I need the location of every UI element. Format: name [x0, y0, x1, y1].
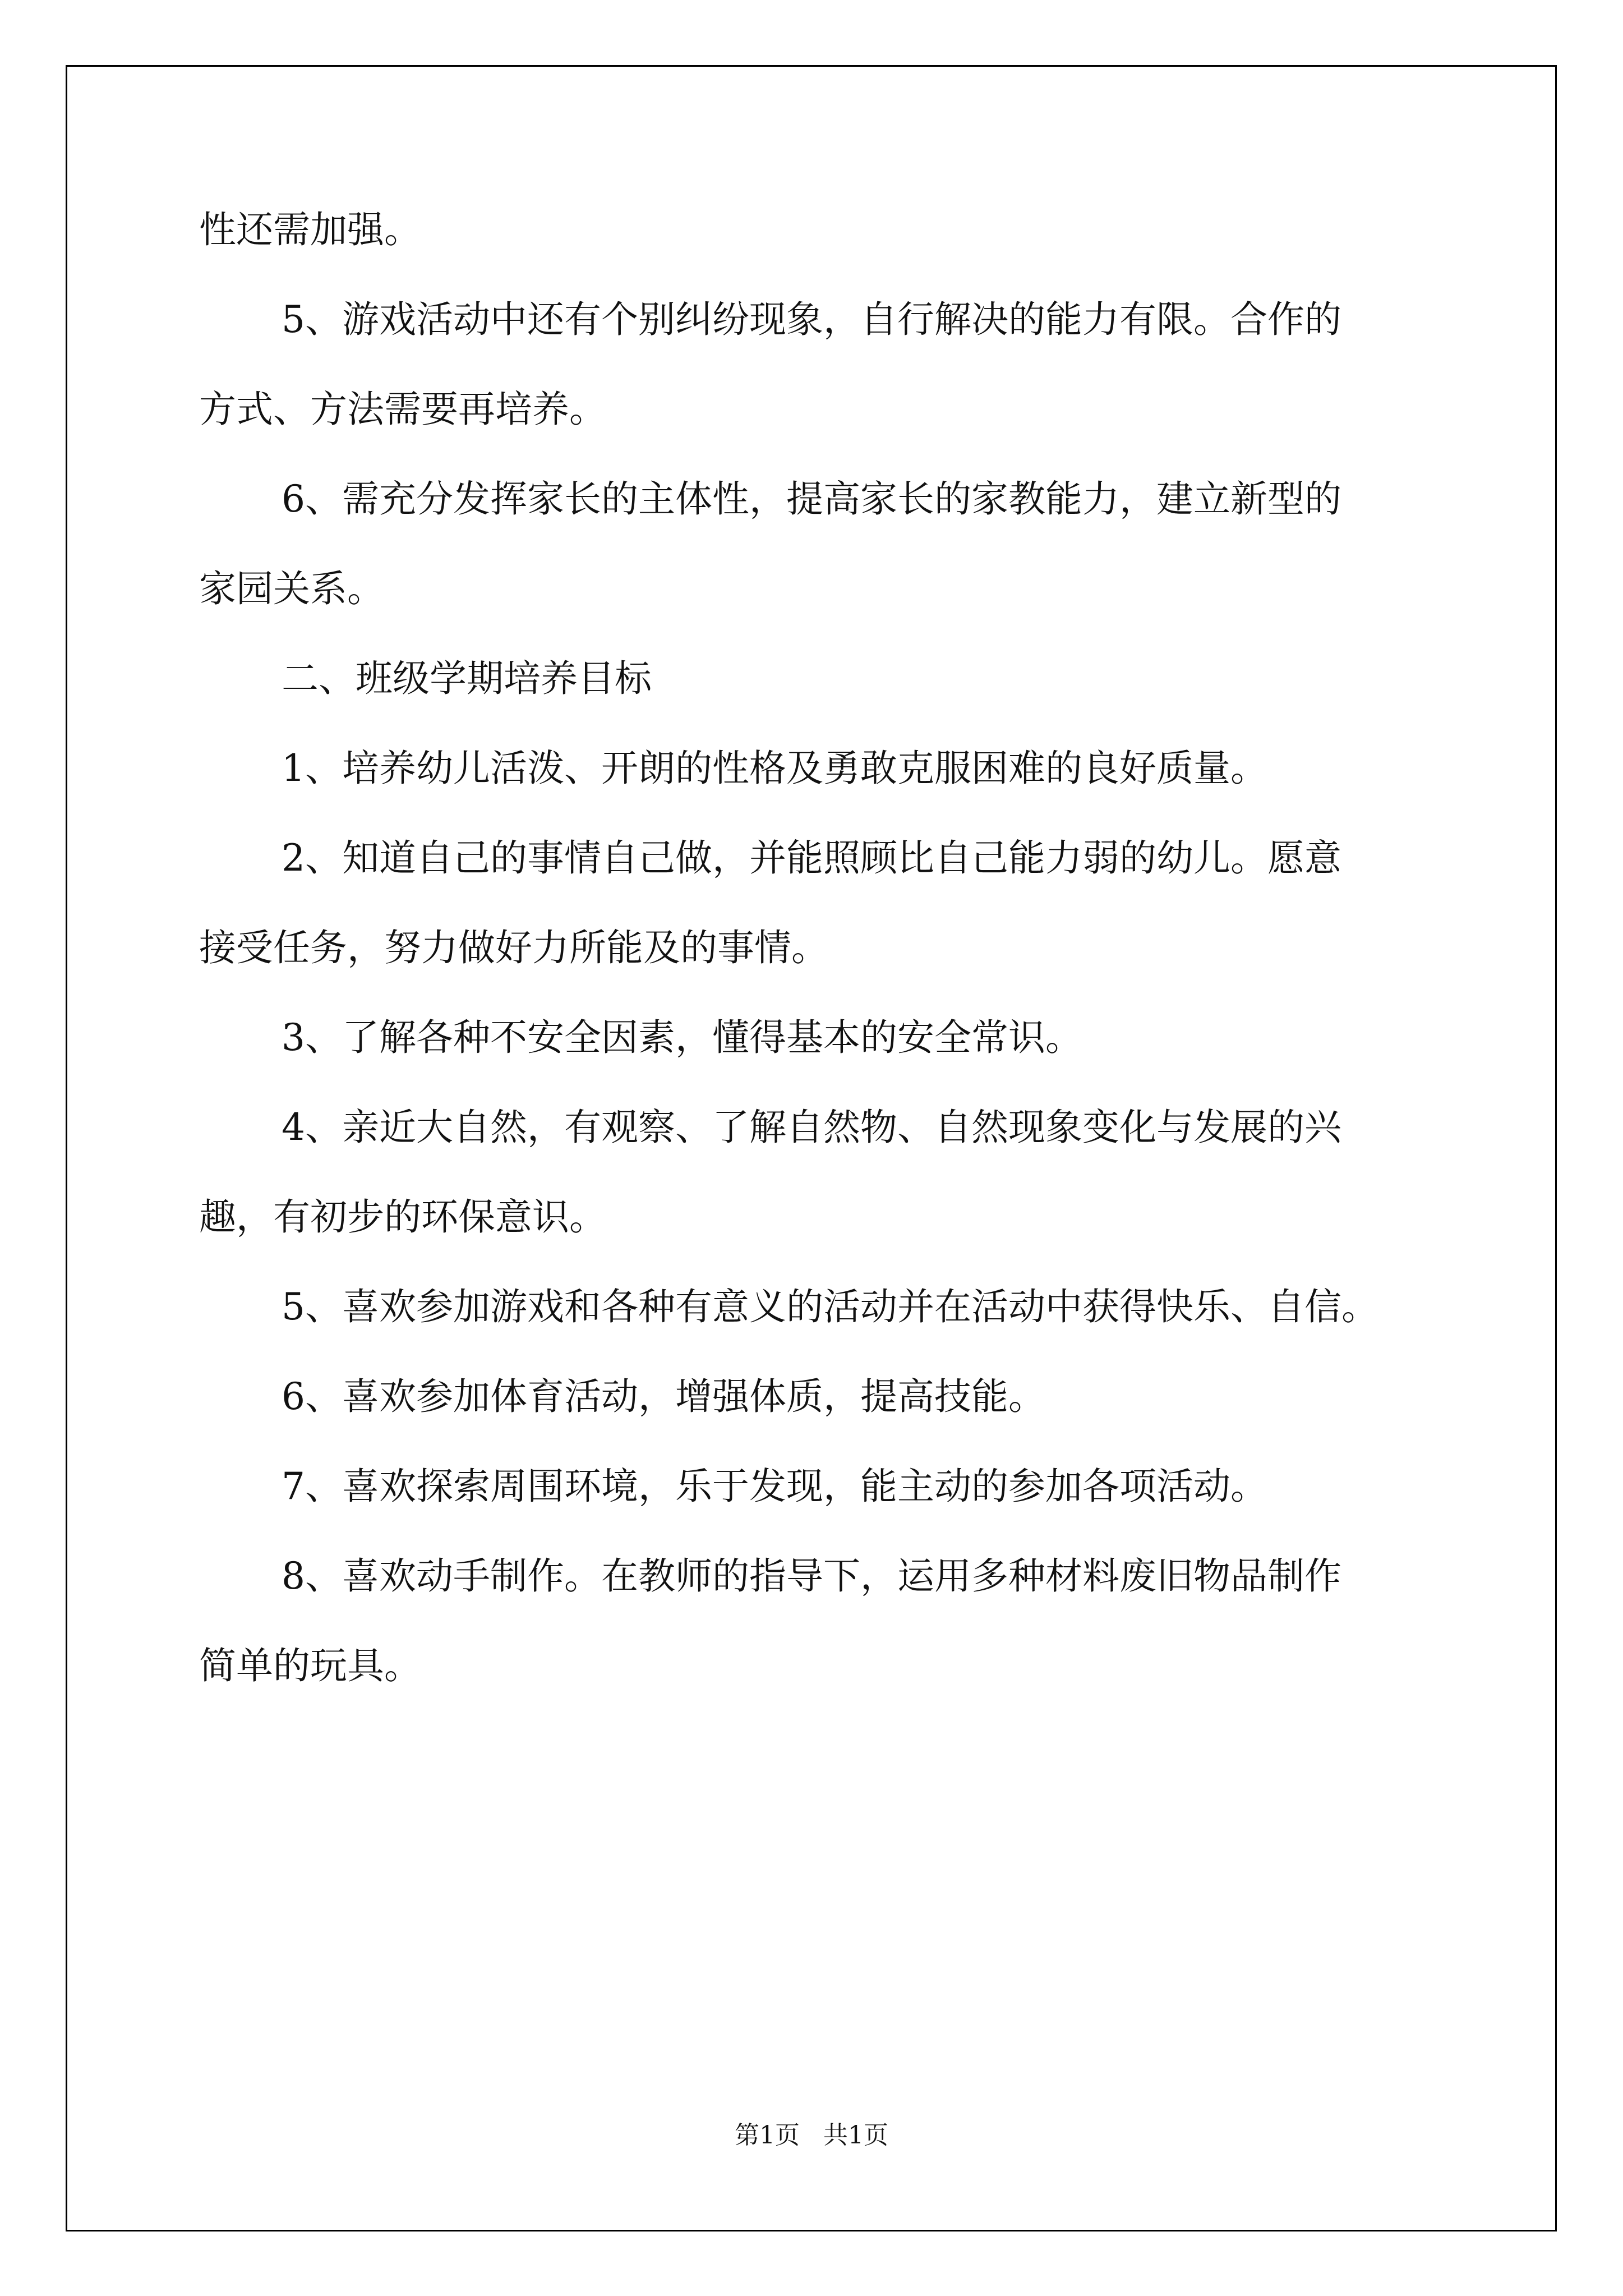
- text-line: 2、知道自己的事情自己做，并能照顾比自己能力弱的幼儿。愿意: [282, 836, 1341, 880]
- text-line: 6、喜欢参加体育活动，增强体质，提高技能。: [282, 1375, 1045, 1418]
- page-number: 第1页: [735, 2121, 800, 2150]
- text-line: 5、游戏活动中还有个别纠纷现象，自行解决的能力有限。合作的: [282, 298, 1341, 341]
- text-line: 1、培养幼儿活泼、开朗的性格及勇敢克服困难的良好质量。: [282, 747, 1267, 790]
- text-line: 简单的玩具。: [199, 1644, 421, 1687]
- text-line: 家园关系。: [199, 567, 384, 610]
- text-line: 性还需加强。: [199, 208, 421, 251]
- text-line: 接受任务，努力做好力所能及的事情。: [199, 926, 828, 969]
- text-line: 趣，有初步的环保意识。: [199, 1195, 606, 1239]
- text-line: 8、喜欢动手制作。在教师的指导下，运用多种材料废旧物品制作: [282, 1554, 1341, 1598]
- text-line: 4、亲近大自然，有观察、了解自然物、自然现象变化与发展的兴: [282, 1106, 1341, 1149]
- page-footer: [0, 2115, 1623, 2151]
- text-line: 方式、方法需要再培养。: [199, 388, 606, 431]
- page-total: 共1页: [823, 2121, 888, 2150]
- section-heading: 二、班级学期培养目标: [282, 657, 652, 700]
- document-body: [199, 202, 1427, 1728]
- text-line: 3、了解各种不安全因素，懂得基本的安全常识。: [282, 1016, 1082, 1059]
- text-line: 5、喜欢参加游戏和各种有意义的活动并在活动中获得快乐、自信。: [282, 1285, 1378, 1328]
- text-line: 7、喜欢探索周围环境，乐于发现，能主动的参加各项活动。: [282, 1465, 1267, 1508]
- text-line: 6、需充分发挥家长的主体性，提高家长的家教能力，建立新型的: [282, 477, 1341, 521]
